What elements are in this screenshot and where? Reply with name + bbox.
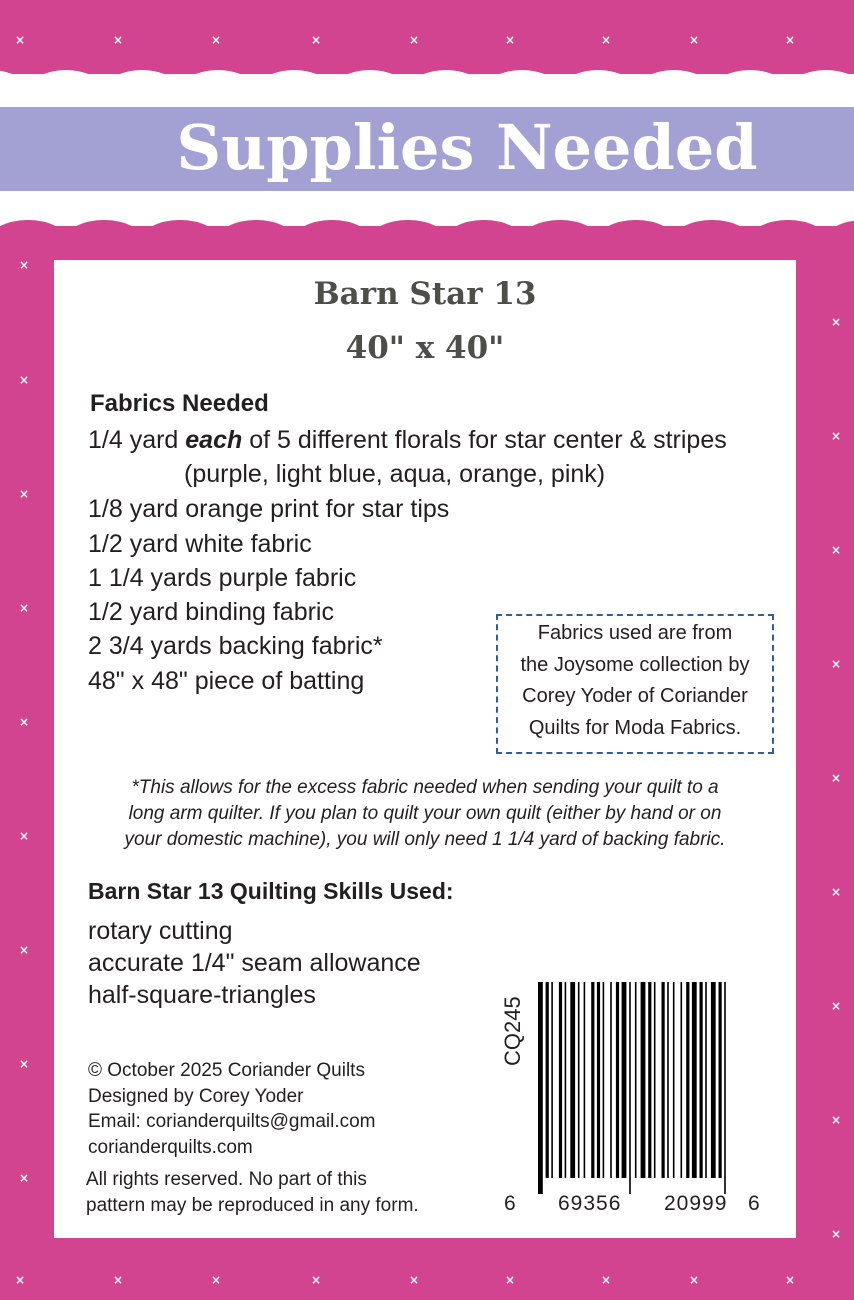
rights-line: pattern may be reproduced in any form. bbox=[86, 1195, 419, 1216]
fabrics-heading: Fabrics Needed bbox=[90, 390, 269, 417]
x-mark: × bbox=[784, 1273, 796, 1287]
barcode-bar bbox=[654, 982, 656, 1178]
pattern-size: 40" x 40" bbox=[345, 330, 505, 366]
x-mark: × bbox=[408, 33, 420, 47]
x-mark: × bbox=[830, 885, 842, 899]
x-mark: × bbox=[504, 1273, 516, 1287]
x-mark: × bbox=[18, 943, 30, 957]
barcode-bar bbox=[591, 982, 594, 1178]
x-mark: × bbox=[14, 33, 26, 47]
barcode-bar bbox=[597, 982, 600, 1178]
barcode-bar bbox=[616, 982, 619, 1178]
x-mark: × bbox=[830, 543, 842, 557]
x-mark: × bbox=[14, 1273, 26, 1287]
barcode-bar bbox=[565, 982, 567, 1178]
website: corianderquilts.com bbox=[88, 1137, 253, 1158]
barcode bbox=[498, 982, 768, 1214]
note-line: *This allows for the excess fabric needed when sending your quilt to a bbox=[131, 777, 719, 798]
note-line: Quilts for Moda Fabrics. bbox=[528, 716, 742, 739]
banner-title: Supplies Needed bbox=[176, 111, 758, 184]
x-mark: × bbox=[18, 373, 30, 387]
fabric-item: 48" x 48" piece of batting bbox=[88, 667, 365, 695]
barcode-bar bbox=[635, 982, 637, 1178]
x-mark: × bbox=[310, 1273, 322, 1287]
fabric-item: 1/2 yard binding fabric bbox=[88, 598, 334, 626]
barcode-bar bbox=[559, 982, 562, 1178]
x-mark: × bbox=[408, 1273, 420, 1287]
backing-note bbox=[94, 775, 756, 853]
x-mark: × bbox=[310, 33, 322, 47]
x-mark: × bbox=[600, 33, 612, 47]
barcode-bar bbox=[622, 982, 627, 1178]
x-mark: × bbox=[18, 601, 30, 615]
x-mark: × bbox=[18, 715, 30, 729]
x-mark: × bbox=[112, 33, 124, 47]
x-mark: × bbox=[830, 657, 842, 671]
fabric-item: 1 1/4 yards purple fabric bbox=[88, 564, 357, 592]
barcode-group-left: 69356 bbox=[558, 1192, 622, 1214]
barcode-group-right: 20999 bbox=[664, 1192, 728, 1214]
barcode-bar bbox=[546, 982, 549, 1178]
x-mark: × bbox=[830, 771, 842, 785]
x-mark: × bbox=[688, 33, 700, 47]
x-mark: × bbox=[210, 1273, 222, 1287]
barcode-bar bbox=[570, 982, 575, 1178]
barcode-bar bbox=[705, 982, 707, 1178]
fabric-item-text: 1/4 yard bbox=[88, 426, 186, 454]
fabric-item: 1/2 yard white fabric bbox=[88, 530, 312, 558]
skill-item: half-square-triangles bbox=[88, 981, 316, 1009]
fabric-item-colors: (purple, light blue, aqua, orange, pink) bbox=[184, 460, 606, 488]
barcode-bar bbox=[603, 982, 605, 1178]
x-mark: × bbox=[210, 33, 222, 47]
barcode-digit-right: 6 bbox=[748, 1192, 760, 1214]
x-mark: × bbox=[18, 829, 30, 843]
barcode-bar bbox=[667, 982, 669, 1178]
barcode-bar bbox=[648, 982, 651, 1178]
fabric-collection-note bbox=[496, 614, 774, 754]
x-mark: × bbox=[830, 315, 842, 329]
x-mark: × bbox=[18, 1057, 30, 1071]
fabric-item: 2 3/4 yards backing fabric* bbox=[88, 632, 383, 660]
barcode-bar bbox=[610, 982, 612, 1178]
barcode-bar bbox=[578, 982, 580, 1178]
pattern-name: Barn Star 13 bbox=[313, 276, 537, 312]
note-line: Corey Yoder of Coriander bbox=[522, 685, 748, 707]
barcode-bar bbox=[538, 982, 543, 1194]
note-line: Fabrics used are from bbox=[537, 622, 733, 644]
barcode-bar bbox=[681, 982, 683, 1178]
barcode-bar bbox=[584, 982, 586, 1178]
x-mark: × bbox=[784, 33, 796, 47]
note-line: long arm quilter. If you plan to quilt your own quilt (either by hand or on bbox=[128, 803, 722, 824]
fabric-item-text: of 5 different florals for star center & stripes bbox=[242, 426, 727, 454]
x-mark: × bbox=[830, 1227, 842, 1241]
emphasis-each: each bbox=[185, 426, 243, 454]
note-line: your domestic machine), you will only need 1 1/4 yard of backing fabric. bbox=[124, 829, 726, 850]
barcode-bar bbox=[662, 982, 665, 1178]
barcode-bar bbox=[629, 982, 631, 1194]
x-mark: × bbox=[112, 1273, 124, 1287]
supplies-card bbox=[54, 260, 796, 1238]
skill-item: rotary cutting bbox=[88, 917, 233, 945]
x-mark: × bbox=[18, 258, 30, 272]
fabric-item-florals bbox=[88, 423, 727, 457]
barcode-bar bbox=[719, 982, 722, 1178]
skill-item: accurate 1/4" seam allowance bbox=[88, 949, 421, 977]
x-mark: × bbox=[830, 999, 842, 1013]
barcode-bar bbox=[686, 982, 689, 1178]
x-mark: × bbox=[18, 1171, 30, 1185]
x-mark: × bbox=[830, 429, 842, 443]
barcode-bar bbox=[724, 982, 726, 1194]
x-mark: × bbox=[18, 487, 30, 501]
barcode-digit-left: 6 bbox=[504, 1192, 516, 1214]
barcode-bar bbox=[700, 982, 703, 1178]
designer: Designed by Corey Yoder bbox=[88, 1086, 304, 1107]
x-mark: × bbox=[600, 1273, 612, 1287]
x-mark: × bbox=[688, 1273, 700, 1287]
copyright: © October 2025 Coriander Quilts bbox=[88, 1060, 365, 1081]
barcode-bar bbox=[641, 982, 646, 1178]
barcode-bar bbox=[551, 982, 553, 1178]
x-mark: × bbox=[504, 33, 516, 47]
barcode-bar bbox=[673, 982, 675, 1178]
skills-heading: Barn Star 13 Quilting Skills Used: bbox=[88, 878, 454, 904]
sku-label: CQ245 bbox=[500, 996, 525, 1066]
barcode-bar bbox=[692, 982, 697, 1178]
note-line: the Joysome collection by bbox=[520, 653, 750, 676]
barcode-bar bbox=[711, 982, 716, 1178]
rights-line: All rights reserved. No part of this bbox=[86, 1169, 367, 1190]
email: Email: corianderquilts@gmail.com bbox=[88, 1111, 376, 1132]
x-mark: × bbox=[830, 1113, 842, 1127]
fabric-item: 1/8 yard orange print for star tips bbox=[88, 495, 450, 523]
